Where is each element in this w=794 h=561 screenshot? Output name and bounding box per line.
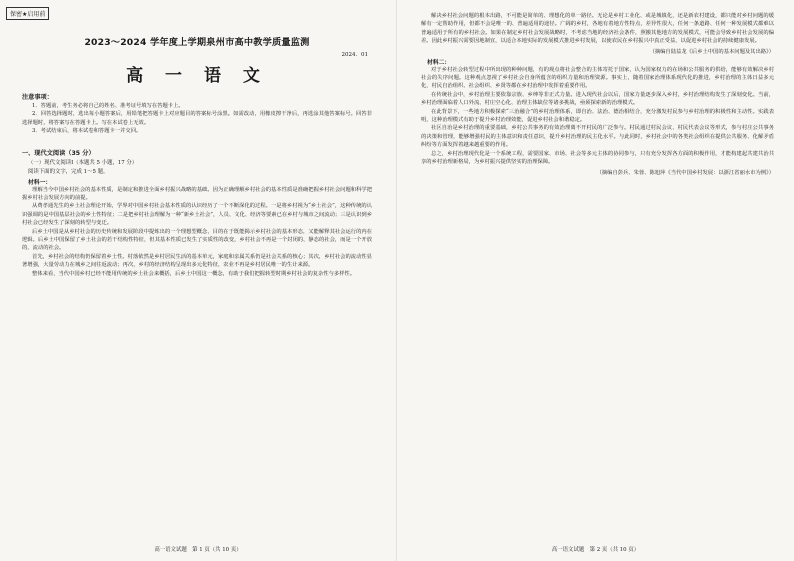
material-two-label: 材料二： [427,59,451,66]
page-footer: 高一语文试题 第 1 页（共 10 页） [154,547,242,553]
section-heading: 一、现代文阅读（35 分） [22,149,95,157]
passage-paragraph: 社区自治是乡村治理的重要基础，乡村公共事务的有效治理离不开村民的广泛参与。村民通过村民会议、村民代表会议等形式，参与村庄公共事务的决策和管理，能够增强村民的主体意识和责任意识，提升乡村治理的民主化水平。与此同时，乡村社会中的各类社会组织在提供公共服务、化解矛盾纠纷等方面发挥着越来越重要的作用。 [421,125,774,149]
passage-paragraph: 首先，乡村社会的结构仍保留着乡土性。村落依然是乡村居民生活的基本单元，家庭和亲属关系仍是社会关系的核心；其次，乡村社会的流动性显著增强，大量劳动力在城乡之间往返流动；再次，乡村的经济结构呈现出多元化特征，农业不再是乡村居民唯一的生计来源。 [22,253,372,269]
passage-paragraph: 在此背景下，一些地方积极探索“三治融合”的乡村治理体系，即自治、法治、德治相结合，充分激发村民参与乡村治理的积极性和主动性。实践表明，这种治理模式有助于提升乡村治理效能，促进乡村社会和谐稳定。 [421,108,774,124]
source-citation: （摘编自彭兵、朱蓉、陈旭萍《当代中国乡村发展：以浙江省丽水市为例》） [596,169,774,176]
page-two [397,0,794,561]
material-one-label: 材料一： [28,179,52,186]
note-item: 2．回答选择题时，选出每小题答案后，用铅笔把答题卡上对应题目的答案标号涂黑。如需改动，用橡皮擦干净后，再选涂其他答案标号。回答非选择题时，将答案写在答题卡上。写在本试卷上无效。 [22,111,372,126]
notes-heading: 注意事项： [22,94,53,101]
confidential-badge: 保密★启用前 [6,7,49,20]
note-item: 3．考试结束后，将本试卷和答题卡一并交回。 [32,128,142,135]
exam-date: 2024．01 [341,52,368,58]
exam-title: 2023～2024 学年度上学期泉州市高中教学质量监测 [84,37,310,48]
passage-paragraph: 总之，乡村治理现代化是一个系统工程，需要国家、市场、社会等多元主体的协同参与，只有充分发挥各方面的积极作用，才能构建起共建共治共享的乡村治理新格局，为乡村振兴提供坚实的治理保障。 [421,150,774,166]
page-footer: 高一语文试题 第 2 页（共 10 页） [551,547,640,553]
subject-title: 高 一 语 文 [126,66,268,86]
passage-paragraph: 整体来看，当代中国乡村已经不能用传统的乡土社会来概括，后乡土中国这一概念，有助于我们把握转型时期乡村社会的复杂性与多样性。 [32,270,356,277]
note-item: 1．答题前，考生务必将自己的姓名、准考证号填写在答题卡上。 [32,103,184,109]
passage-paragraph: 在传统社会中，乡村治理主要依靠宗族、乡绅等非正式力量。进入现代社会以后，国家力量逐步深入乡村，乡村治理结构发生了深刻变化。当前，乡村治理面临着人口外流、村庄空心化、治理主体缺位等诸多挑战，亟须探索新的治理模式。 [421,91,774,107]
reading-instruction: 阅读下面的文字，完成 1～5 题。 [28,168,109,175]
passage-paragraph: 后乡土中国是从乡村社会的历史传统和发展阶段中提炼出的一个理想型概念，目的在于既能揭示乡村社会的基本形态，又能解释其社会运行的内在逻辑。后乡土中国保留了乡土社会的若干结构性特征，但其基本性质已发生了实质性的改变，乡村社会不再是一个封闭的、静态的社会，而是一个开放的、流动的社会。 [22,228,372,252]
passage-paragraph: 从费孝通先生的乡土社会理论开始，学界对中国乡村社会基本性质的认识经历了一个不断深化的过程。一是将乡村视为“乡土社会”，这种传统的认识强调的是中国基层社会的乡土性特征；二是把乡村社会理解为一种“新乡土社会”，人员、文化、经济等要素已在乡村与城市之间流动；三是认识到乡村社会已经发生了深刻的转型与变迁。 [22,203,372,227]
passage-paragraph: 理解当今中国乡村社会的基本性质，是制定和推进全面乡村振兴战略的基础。因为正确理解乡村社会的基本性质是准确把握乡村社会问题和科学把握乡村社会发展方向的前提。 [22,186,372,202]
passage-paragraph: 解决乡村社会问题的根本出路，不可能是简单的、理想化的单一路径。无论是乡村工业化、或是城镇化，还是新农村建设，都只能对乡村问题的缓解有一定帮助作用，但都不会是唯一的、普遍适用的途径。广阔的乡村，各地有着地方性特点，差异性很大，任何一条道路、任何一种发展模式都难以普遍适用于所有的乡村社会。如果在制定乡村社会发展战略时，不考虑当地的经济社会条件，照搬其他地方的发展模式，可能会导致乡村社会发展的偏差。因此乡村振兴需要因地制宜，以适合本地实际的发展模式推进乡村发展，以使农民在乡村振兴中真正受益，以促进乡村社会的持续健康发展。 [421,13,774,45]
source-citation: （摘编自陆益龙《后乡土中国的基本问题及其出路》） [649,48,774,55]
passage-paragraph: 对于乡村社会转型过程中所出现的种种问题，有的观点将社会整合的主体寄托于国家，认为国家权力的在场和公共服务的供给，能够有效解决乡村社会的失序问题。这种观点忽视了乡村社会自身所蕴含的组织力量和治理资源。事实上，随着国家治理体系现代化的推进，乡村治理的主体日益多元化，村民自治组织、社会组织、乡贤等都在乡村治理中发挥着重要作用。 [421,66,774,90]
subsection-heading: （一）现代文阅读Ⅰ（本题共 5 小题，17 分） [28,159,138,166]
